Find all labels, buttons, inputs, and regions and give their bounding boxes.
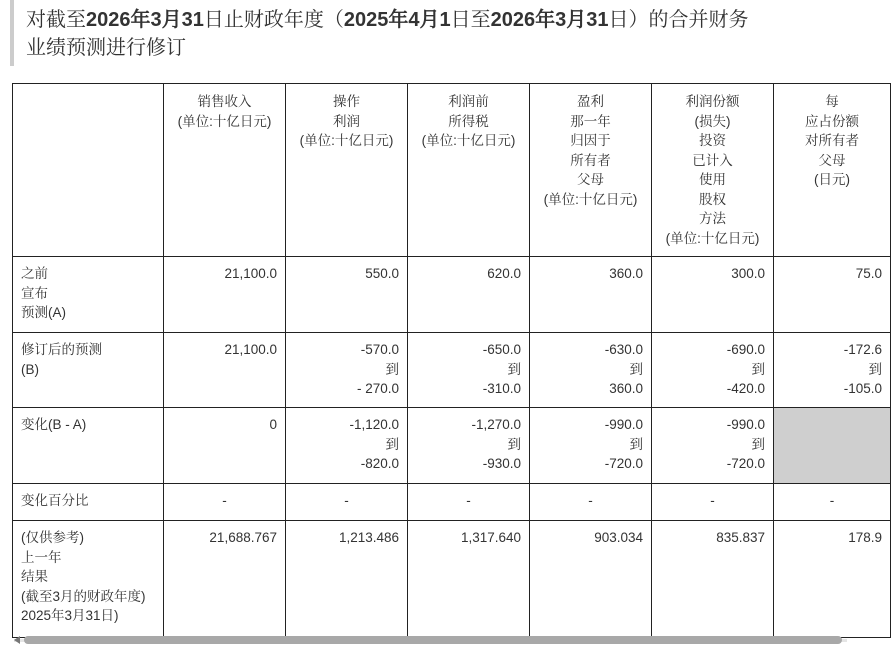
cell-pretax-profit bbox=[408, 257, 530, 333]
table-row bbox=[13, 333, 891, 408]
cell-net-income bbox=[530, 484, 652, 521]
cell-line: 21,688.767 bbox=[209, 530, 277, 545]
cell-line: 0 bbox=[269, 417, 277, 432]
row-label bbox=[13, 408, 164, 484]
header-equity-method bbox=[652, 84, 774, 257]
cell-line: 到 bbox=[507, 361, 521, 377]
cell-line: (B) bbox=[21, 361, 39, 377]
cell-line: 已计入 bbox=[692, 152, 733, 168]
title-seg2: 2026年3月31 bbox=[86, 9, 204, 31]
header-net-income bbox=[530, 84, 652, 257]
cell-line: - bbox=[710, 493, 715, 508]
cell-line: - bbox=[222, 493, 227, 508]
cell-line: 上一年 bbox=[21, 549, 62, 565]
header-sales bbox=[164, 84, 286, 257]
cell-line: 宣布 bbox=[21, 285, 48, 301]
cell-line: 利润 bbox=[333, 113, 360, 129]
title-seg3: 日止财政年度（ bbox=[203, 9, 344, 31]
cell-line: 620.0 bbox=[487, 266, 521, 281]
cell-line: 变化(B - A) bbox=[21, 417, 87, 432]
cell-net-income bbox=[530, 521, 652, 638]
cell-per-share bbox=[774, 484, 891, 521]
row-label bbox=[13, 333, 164, 408]
cell-pretax-profit bbox=[408, 408, 530, 484]
cell-line: 方法 bbox=[699, 211, 726, 226]
cell-line: -650.0 bbox=[482, 342, 521, 357]
header-pretax-profit bbox=[408, 84, 530, 257]
cell-line: -105.0 bbox=[843, 381, 882, 396]
header-operating-profit bbox=[286, 84, 408, 257]
horizontal-scrollbar[interactable] bbox=[14, 636, 847, 644]
cell-line: - bbox=[588, 493, 593, 508]
cell-line: 修订后的预测 bbox=[21, 342, 102, 357]
cell-line: 父母 bbox=[577, 172, 604, 187]
scroll-left-arrow-icon[interactable] bbox=[14, 636, 20, 644]
cell-line: 到 bbox=[629, 436, 643, 452]
cell-line: 应占份额 bbox=[805, 113, 859, 129]
header-label bbox=[13, 84, 164, 257]
cell-line: 使用 bbox=[699, 172, 726, 187]
cell-line: 到 bbox=[385, 361, 399, 377]
cell-line: (单位:十亿日元) bbox=[299, 133, 394, 148]
cell-line: 所得税 bbox=[448, 113, 489, 129]
scrollbar-thumb[interactable] bbox=[24, 636, 842, 644]
cell-line: 投资 bbox=[699, 133, 726, 148]
cell-per-share bbox=[774, 333, 891, 408]
cell-operating-profit bbox=[286, 257, 408, 333]
cell-sales bbox=[164, 257, 286, 333]
cell-pretax-profit bbox=[408, 484, 530, 521]
cell-line: 到 bbox=[751, 436, 765, 452]
title-seg1: 对截至 bbox=[26, 9, 86, 31]
cell-line: 360.0 bbox=[609, 266, 643, 281]
cell-line: 到 bbox=[868, 361, 882, 377]
cell-equity-method bbox=[652, 484, 774, 521]
cell-empty-gray bbox=[774, 408, 891, 484]
cell-line: -990.0 bbox=[604, 417, 643, 432]
cell-line: 销售收入 bbox=[197, 94, 252, 109]
table-row bbox=[13, 408, 891, 484]
cell-line: 父母 bbox=[818, 152, 846, 168]
cell-line: 2025年3月31日) bbox=[21, 608, 119, 623]
cell-line: 1,317.640 bbox=[460, 530, 521, 545]
cell-line: 300.0 bbox=[731, 266, 765, 281]
cell-line: 到 bbox=[629, 361, 643, 377]
cell-line: -930.0 bbox=[482, 456, 521, 471]
cell-line: 75.0 bbox=[855, 266, 882, 281]
cell-line: 盈利 bbox=[577, 94, 604, 109]
cell-line: (单位:十亿日元) bbox=[177, 113, 272, 129]
cell-line: - bbox=[344, 493, 349, 508]
cell-pretax-profit bbox=[408, 333, 530, 408]
cell-line: 预测(A) bbox=[21, 305, 66, 320]
cell-equity-method bbox=[652, 257, 774, 333]
cell-line: 21,100.0 bbox=[224, 342, 277, 357]
cell-line: 那一年 bbox=[570, 113, 611, 129]
cell-line: 21,100.0 bbox=[224, 266, 277, 281]
table-row bbox=[13, 484, 891, 521]
cell-line: -690.0 bbox=[726, 342, 765, 357]
row-label bbox=[13, 521, 164, 638]
cell-line: 1,213.486 bbox=[338, 530, 399, 545]
cell-line: -630.0 bbox=[604, 342, 643, 357]
header-row bbox=[13, 84, 891, 257]
cell-line: 操作 bbox=[333, 94, 360, 109]
cell-equity-method bbox=[652, 333, 774, 408]
cell-pretax-profit bbox=[408, 521, 530, 638]
cell-equity-method bbox=[652, 521, 774, 638]
cell-line: 到 bbox=[507, 436, 521, 452]
cell-line: 对所有者 bbox=[805, 133, 859, 148]
title-seg5: 日至 bbox=[450, 9, 491, 31]
title-seg4: 2025年4月1 bbox=[343, 9, 451, 31]
page-title bbox=[10, 0, 842, 66]
cell-line: -172.6 bbox=[843, 342, 882, 357]
title-seg6: 2026年3月31 bbox=[490, 9, 609, 31]
cell-line: (仅供参考) bbox=[21, 530, 84, 545]
cell-line: 归因于 bbox=[570, 133, 611, 148]
cell-line: 所有者 bbox=[570, 152, 611, 168]
cell-line: 到 bbox=[385, 436, 399, 452]
cell-line: - 270.0 bbox=[356, 381, 399, 396]
cell-line: 股权 bbox=[699, 191, 726, 207]
cell-line: 结果 bbox=[21, 569, 48, 584]
cell-line: -820.0 bbox=[360, 456, 399, 471]
forecast-table-container[interactable] bbox=[12, 83, 882, 637]
cell-sales bbox=[164, 521, 286, 638]
cell-line: (单位:十亿日元) bbox=[665, 230, 760, 246]
table-row bbox=[13, 521, 891, 638]
row-label bbox=[13, 257, 164, 333]
cell-line: - bbox=[829, 493, 835, 508]
table-row bbox=[13, 257, 891, 333]
cell-line: 178.9 bbox=[848, 530, 882, 545]
cell-line: - bbox=[466, 493, 471, 508]
cell-per-share bbox=[774, 257, 891, 333]
cell-line: (单位:十亿日元) bbox=[421, 133, 516, 148]
cell-line: -570.0 bbox=[360, 342, 399, 357]
cell-line: (截至3月的财政年度) bbox=[21, 588, 146, 604]
cell-sales bbox=[164, 484, 286, 521]
cell-sales bbox=[164, 408, 286, 484]
cell-line: -990.0 bbox=[726, 417, 765, 432]
cell-equity-method bbox=[652, 408, 774, 484]
cell-operating-profit bbox=[286, 408, 408, 484]
cell-line: -720.0 bbox=[726, 456, 765, 471]
cell-line: -310.0 bbox=[482, 381, 521, 396]
cell-operating-profit bbox=[286, 521, 408, 638]
title-line2: 业绩预测进行修订 bbox=[26, 37, 186, 59]
cell-sales bbox=[164, 333, 286, 408]
cell-line: -1,120.0 bbox=[349, 417, 399, 432]
cell-line: -1,270.0 bbox=[471, 417, 521, 432]
row-label bbox=[13, 484, 164, 521]
cell-line: 到 bbox=[751, 361, 765, 377]
cell-line: (单位:十亿日元) bbox=[543, 191, 638, 207]
header-per-share bbox=[774, 84, 891, 257]
cell-line: (日元) bbox=[814, 172, 850, 187]
forecast-table bbox=[12, 83, 891, 638]
cell-operating-profit bbox=[286, 484, 408, 521]
cell-line: 360.0 bbox=[609, 381, 643, 396]
cell-line: 903.034 bbox=[594, 530, 643, 545]
cell-line: 550.0 bbox=[365, 266, 399, 281]
cell-net-income bbox=[530, 333, 652, 408]
cell-line: 利润前 bbox=[448, 94, 489, 109]
cell-net-income bbox=[530, 257, 652, 333]
cell-per-share bbox=[774, 521, 891, 638]
cell-net-income bbox=[530, 408, 652, 484]
cell-line: (损失) bbox=[694, 113, 731, 129]
cell-line: 每 bbox=[825, 94, 839, 109]
title-seg7: 日）的合并财务 bbox=[608, 9, 749, 31]
cell-line: 之前 bbox=[21, 266, 48, 281]
cell-line: 变化百分比 bbox=[21, 493, 89, 508]
cell-line: -720.0 bbox=[604, 456, 643, 471]
cell-line: 835.837 bbox=[716, 530, 765, 545]
cell-line: -420.0 bbox=[726, 381, 765, 396]
cell-line: 利润份额 bbox=[685, 94, 740, 109]
cell-operating-profit bbox=[286, 333, 408, 408]
